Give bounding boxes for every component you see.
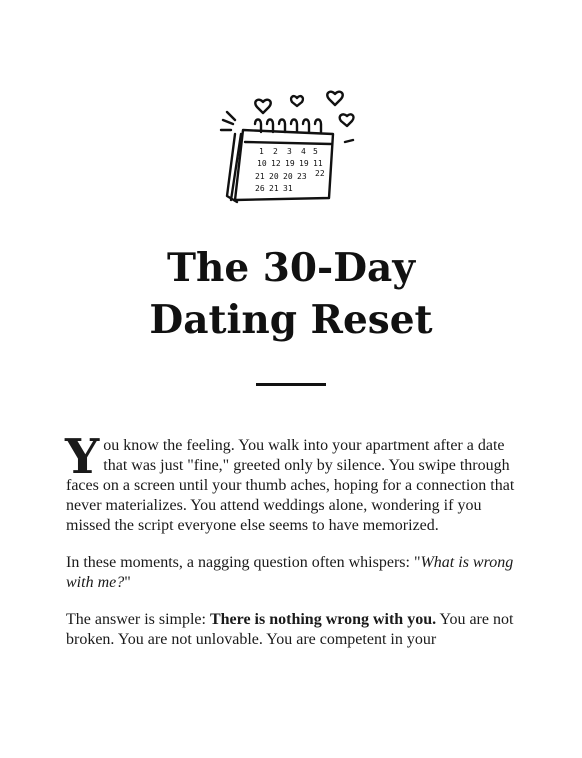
svg-text:19: 19 xyxy=(285,159,295,168)
svg-text:22: 22 xyxy=(315,169,325,178)
calendar-with-hearts-icon xyxy=(215,82,365,212)
paragraph-3 xyxy=(66,610,526,650)
svg-text:1: 1 xyxy=(259,147,264,156)
heart-icon xyxy=(291,96,303,106)
paragraph-1-text: ou know the feeling. You walk into your apartment after a date that was just "fine," greeted only by silence. You swipe through faces on a screen until your thumb aches, hoping for a connection that never materializes. You attend weddings alone, wondering if you missed the script everyone else seems to have memorized. xyxy=(66,437,515,534)
svg-text:5: 5 xyxy=(313,147,318,156)
heart-icon xyxy=(255,100,270,113)
svg-text:21: 21 xyxy=(269,184,279,193)
svg-text:21: 21 xyxy=(255,172,265,181)
paragraph-2-lead: In these moments, a nagging question often whispers: " xyxy=(66,554,421,571)
svg-text:23: 23 xyxy=(297,172,307,181)
title-divider xyxy=(256,383,326,386)
svg-text:26: 26 xyxy=(255,184,265,193)
svg-text:3: 3 xyxy=(287,147,292,156)
paragraph-3-bold: There is nothing wrong with you. xyxy=(209,611,437,628)
heart-icon xyxy=(327,92,342,105)
page-title-line-1: The 30-Day xyxy=(167,245,415,291)
svg-text:4: 4 xyxy=(301,147,306,156)
paragraph-1 xyxy=(65,429,526,536)
heart-icon xyxy=(340,114,354,126)
page-title-line-2: Dating Reset xyxy=(149,297,433,343)
drop-cap: Y xyxy=(65,429,100,485)
svg-text:2: 2 xyxy=(273,147,278,156)
body-text xyxy=(65,429,526,667)
paragraph-2-italic: What is wrong with me? xyxy=(66,554,514,591)
svg-text:12: 12 xyxy=(271,159,281,168)
svg-text:10: 10 xyxy=(257,159,267,168)
paragraph-2-tail: " xyxy=(124,574,131,591)
svg-text:20: 20 xyxy=(269,172,279,181)
svg-text:11: 11 xyxy=(313,159,323,168)
svg-text:31: 31 xyxy=(283,184,293,193)
svg-text:20: 20 xyxy=(283,172,293,181)
paragraph-3-tail: You are not broken. You are not unlovable. You are competent in your xyxy=(66,611,514,648)
paragraph-3-lead: The answer is simple: xyxy=(66,611,210,628)
svg-text:19: 19 xyxy=(299,159,309,168)
paragraph-2 xyxy=(66,553,526,593)
